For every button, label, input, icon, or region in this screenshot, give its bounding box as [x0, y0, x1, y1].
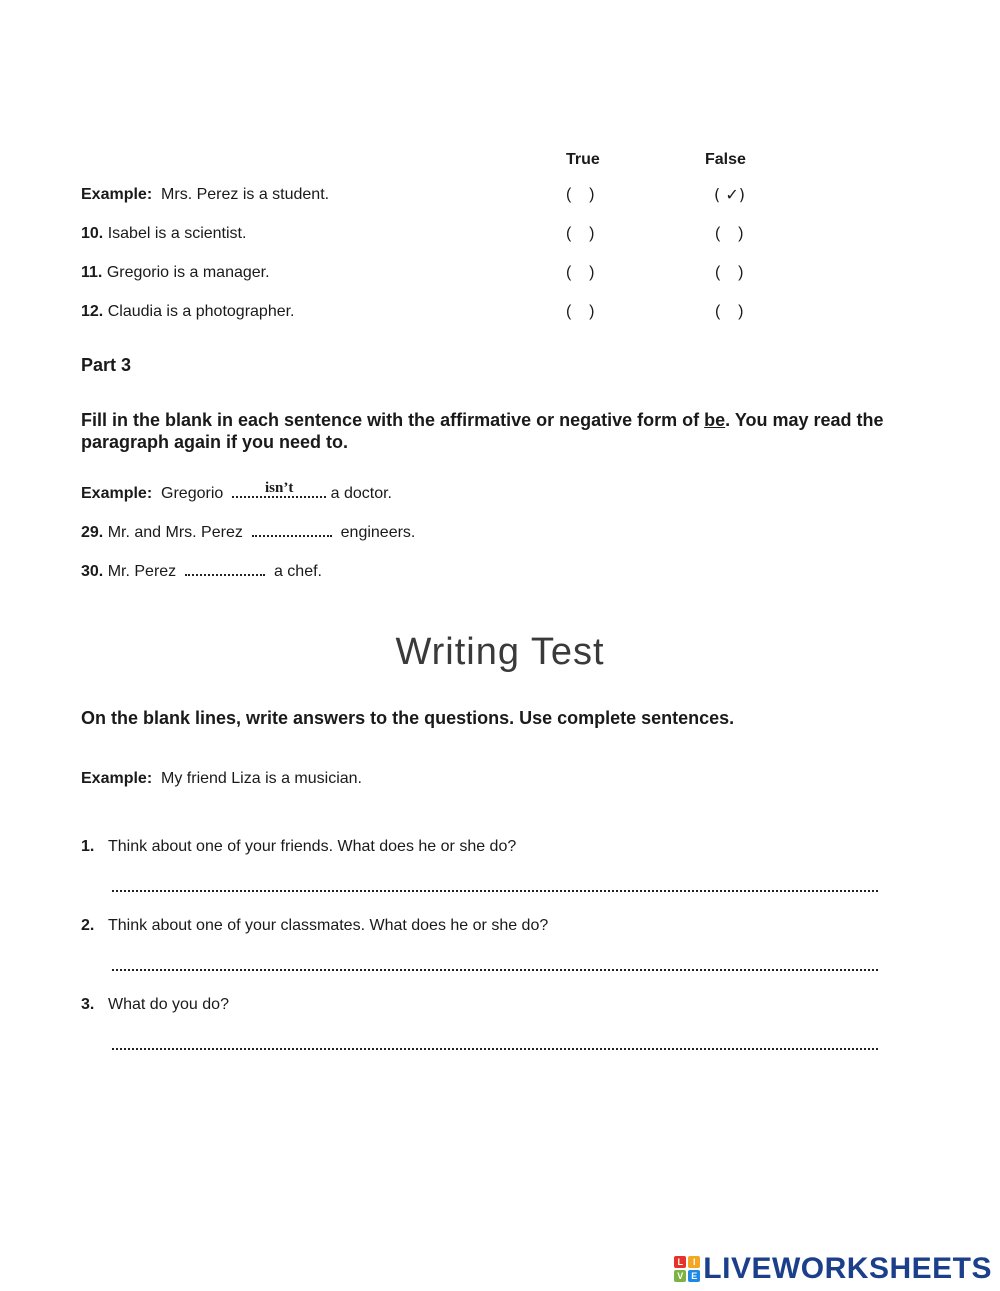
row-statement: Isabel is a scientist. [107, 225, 247, 242]
column-header-false: False [705, 151, 746, 168]
true-choice[interactable]: ( ) [566, 264, 595, 281]
question-2 [81, 917, 548, 935]
row-statement: Claudia is a photographer. [107, 303, 295, 320]
example-label: Example: [81, 770, 153, 787]
logo-block-v: V [674, 1270, 686, 1282]
question-3 [81, 996, 229, 1014]
true-choice: ( ) [566, 186, 595, 203]
item-number: 30. [81, 563, 104, 580]
row-number: 11. [81, 264, 103, 281]
logo-icon [674, 1256, 700, 1282]
logo-block-e: E [688, 1270, 700, 1282]
question-1 [81, 838, 516, 856]
answer-blank-29[interactable] [252, 521, 332, 537]
writing-test-title: Writing Test [395, 631, 605, 673]
row-number: 10. [81, 225, 104, 242]
item-number: 29. [81, 524, 104, 541]
row-statement: Gregorio is a manager. [106, 264, 270, 281]
question-number: 3. [81, 996, 95, 1013]
writing-instruction: On the blank lines, write answers to the questions. Use complete sentences. [81, 708, 735, 728]
tf-row-11 [81, 264, 270, 282]
false-choice[interactable]: ( ) [715, 264, 744, 281]
row-statement: Mrs. Perez is a student. [161, 186, 330, 203]
liveworksheets-logo [674, 1252, 992, 1286]
tf-row-10 [81, 225, 246, 243]
instruction-keyword: be [704, 410, 726, 430]
question-number: 2. [81, 917, 95, 934]
fill-item-29 [81, 521, 415, 542]
example-text: My friend Liza is a musician. [161, 770, 362, 787]
question-number: 1. [81, 838, 95, 855]
item-after: engineers. [340, 524, 416, 541]
answer-line-1[interactable] [112, 890, 878, 892]
question-text: Think about one of your classmates. What does he or she do? [108, 917, 549, 934]
fill-example [81, 482, 392, 503]
true-choice[interactable]: ( ) [566, 225, 595, 242]
instruction-text-end: . You may read the paragraph again if you need to. [81, 410, 884, 452]
row-number: 12. [81, 303, 104, 320]
row-number: Example: [81, 186, 153, 203]
item-number: Example: [81, 485, 153, 502]
question-text: What do you do? [108, 996, 229, 1013]
tf-example-row [81, 186, 329, 204]
part3-instruction [81, 409, 901, 453]
false-choice[interactable]: ( ) [715, 303, 744, 320]
question-text: Think about one of your friends. What does he or she do? [108, 838, 517, 855]
item-after: a chef. [273, 563, 322, 580]
example-blank [232, 482, 326, 498]
item-before: Mr. Perez [107, 563, 177, 580]
false-choice-checked: ( ✓) [714, 185, 745, 204]
fill-item-30 [81, 560, 322, 581]
answer-line-3[interactable] [112, 1048, 878, 1050]
false-choice[interactable]: ( ) [715, 225, 744, 242]
answer-blank-30[interactable] [185, 560, 265, 576]
answer-line-2[interactable] [112, 969, 878, 971]
logo-block-l: L [674, 1256, 686, 1268]
item-before: Mr. and Mrs. Perez [107, 524, 243, 541]
logo-block-i: I [688, 1256, 700, 1268]
writing-example [81, 770, 362, 788]
instruction-text: Fill in the blank in each sentence with the affirmative or negative form of [81, 410, 705, 430]
logo-text: LIVEWORKSHEETS [703, 1252, 992, 1285]
true-choice[interactable]: ( ) [566, 303, 595, 320]
part3-heading: Part 3 [81, 355, 132, 375]
item-before: Gregorio [161, 485, 224, 502]
example-answer: isn’t [265, 480, 294, 496]
column-header-true: True [566, 151, 600, 168]
tf-row-12 [81, 303, 295, 321]
item-after: a doctor. [330, 485, 392, 502]
